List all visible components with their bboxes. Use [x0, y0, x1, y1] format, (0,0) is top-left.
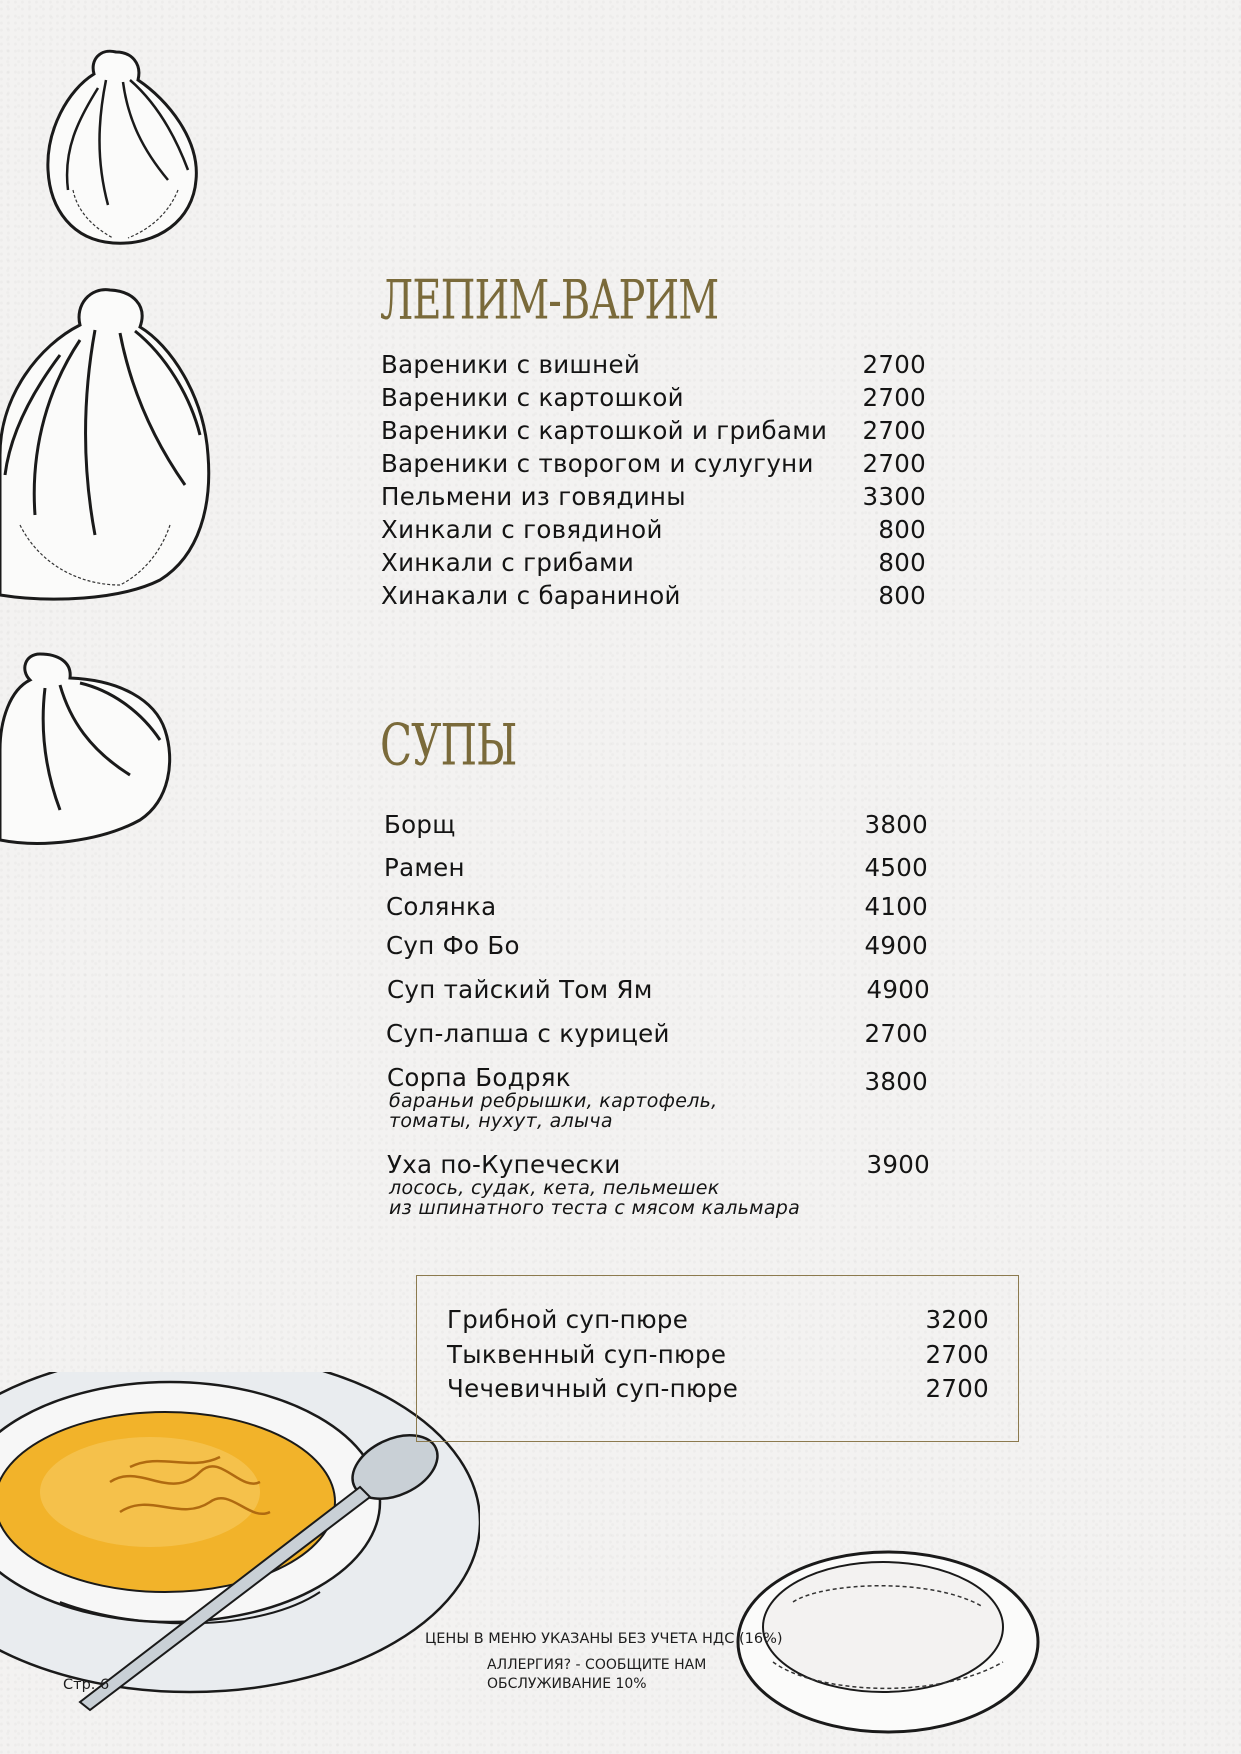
puree-soups-box	[416, 1275, 1019, 1442]
menu-item-price: 2700	[862, 383, 926, 412]
menu-item-name: Хинкали с грибами	[381, 548, 635, 577]
menu-item-price: 2700	[925, 1374, 989, 1403]
menu-item-price: 4900	[866, 975, 930, 1004]
menu-item-price: 2700	[925, 1340, 989, 1369]
section-title-supy: СУПЫ	[380, 712, 517, 779]
menu-item-name: Пельмени из говядины	[381, 482, 686, 511]
menu-item-name: Суп-лапша с курицей	[386, 1019, 670, 1048]
menu-item-name: Суп тайский Том Ям	[387, 975, 653, 1004]
menu-item-name: Суп Фо Бо	[386, 931, 520, 960]
page-number: Стр. 6	[63, 1677, 110, 1693]
menu-item-price: 3900	[866, 1150, 930, 1179]
soup-bowl-illustration	[0, 1372, 480, 1754]
menu-item-price: 3800	[864, 810, 928, 839]
menu-item-description	[389, 1091, 829, 1131]
menu-item-name: Уха по-Купечески	[387, 1150, 621, 1179]
menu-item-name: Рамен	[384, 853, 465, 882]
menu-item-name: Вареники с вишней	[381, 350, 641, 379]
menu-item-price: 800	[878, 515, 926, 544]
section-title-lepim-varim: ЛЕПИМ-ВАРИМ	[380, 270, 719, 333]
allergy-note: АЛЛЕРГИЯ? - СООБЩИТЕ НАМ	[487, 1657, 707, 1673]
menu-item-price: 2700	[862, 350, 926, 379]
menu-item-name: Тыквенный суп-пюре	[447, 1340, 727, 1369]
menu-item-name: Вареники с картошкой	[381, 383, 684, 412]
menu-item-price: 2700	[862, 449, 926, 478]
menu-item-description-line: из шпинатного теста с мясом кальмара	[389, 1197, 801, 1219]
menu-item-description-line: лосось, судак, кета, пельмешек	[389, 1177, 720, 1199]
menu-item-price: 2700	[864, 1019, 928, 1048]
menu-item-price: 4900	[864, 931, 928, 960]
menu-item-name: Вареники с творогом и сулугуни	[381, 449, 814, 478]
menu-item-price: 2700	[862, 416, 926, 445]
service-note: ОБСЛУЖИВАНИЕ 10%	[487, 1676, 647, 1692]
menu-item-price: 800	[878, 548, 926, 577]
vat-note: ЦЕНЫ В МЕНЮ УКАЗАНЫ БЕЗ УЧЕТА НДС (16%)	[425, 1631, 783, 1647]
menu-item-name: Сорпа Бодряк	[387, 1063, 571, 1092]
menu-item-description-line: бараньи ребрышки, картофель,	[389, 1090, 718, 1112]
menu-item-name: Солянка	[386, 892, 497, 921]
menu-item-name: Грибной суп-пюре	[447, 1305, 689, 1334]
menu-item-name: Хинакали с бараниной	[381, 581, 681, 610]
dumpling-illustration-middle	[0, 285, 215, 605]
menu-item-price: 3200	[925, 1305, 989, 1334]
menu-item-description	[389, 1178, 829, 1218]
menu-item-price: 3800	[864, 1067, 928, 1096]
menu-item-price: 800	[878, 581, 926, 610]
menu-item-price: 3300	[862, 482, 926, 511]
dumpling-illustration-top	[28, 40, 203, 250]
dumpling-illustration-lower	[0, 650, 175, 850]
menu-item-price: 4500	[864, 853, 928, 882]
menu-item-price: 4100	[864, 892, 928, 921]
menu-item-name: Чечевичный суп-пюре	[447, 1374, 739, 1403]
menu-item-name: Хинкали с говядиной	[381, 515, 663, 544]
menu-item-name: Борщ	[384, 810, 456, 839]
menu-item-description-line: томаты, нухут, алыча	[389, 1110, 613, 1132]
menu-item-name: Вареники с картошкой и грибами	[381, 416, 828, 445]
